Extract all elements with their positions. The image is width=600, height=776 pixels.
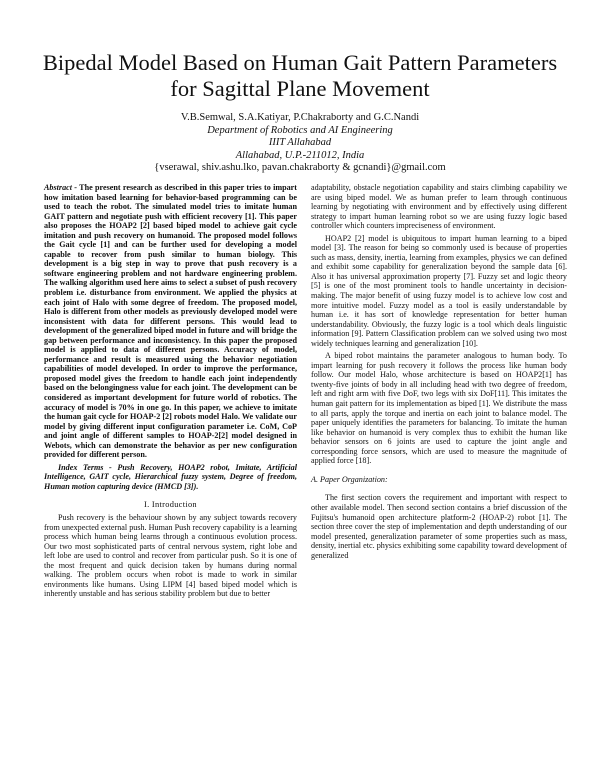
title-line-1: Bipedal Model Based on Human Gait Pattern Parameters — [42, 50, 558, 75]
paper-title — [40, 50, 560, 102]
index-terms — [44, 463, 297, 492]
index-terms-text: Push Recovery, HOAP2 robot, Imitate, Artificial Intelligence, GAIT cycle, Hierarchical fuzzy system, Degree of freedom, Human motion capturing device (HMCD [3]). — [44, 462, 298, 491]
intro-paragraph-1: Push recovery is the behaviour shown by any subject towards recovery from unexpected external push. Human Push recovery capability is a learning process which human being learns through a continuous evolution process. Our two most sophisticated parts of central nervous system, right lobe and left lobe are used to control and recover from particular push. So it is one of the most frequent and quick decision taken by humans during normal walking. The problem occurs when robot is made to work in similar environments like humans. Using LIPM [4] based biped model which is inherently unstable and has serious stability problem but due to better — [44, 513, 297, 599]
right-paragraph-3: A biped robot maintains the parameter analogous to human body. To impart learning for push recovery it follows the process like human body follow. Our model Halo, whose architecture is based on HOAP2[1] has twenty-five joints of body in all including head with two degree of freedom, left and right arm with five DoF, two legs with six DoF[11]. This imitates the human gait pattern for its implementation as biped [1]. We distribute the mass to all parts, apply the torque and inertia on each joint to balance model. The paper uniquely identifies the parameters for balancing. To imitate the human like behavior on humanoid is very complex thus to exhibit the human like behavior sensors on 6 joints are used to capture the joint angle and corresponding force sensors, which are used to measure the magnitude of applied force [18]. — [311, 351, 567, 466]
abstract-lead: Abstract - — [44, 183, 77, 192]
index-terms-lead: Index Terms - — [58, 462, 112, 472]
affiliation-institute: IIIT Allahabad — [268, 137, 332, 148]
section-heading-introduction: I. Introduction — [144, 499, 197, 509]
right-paragraph-1: adaptability, obstacle negotiation capability and stairs climbing capability we are using biped model. We as human prefer to learn through continuous learning by negotiating with environment and by effectively using different strategy to impart human learning robot so we are using fuzzy logic based controller which counters impreciseness of environment. — [311, 183, 567, 231]
right-paragraph-2: HOAP2 [2] model is ubiquitous to impart human learning to a biped model [3]. The reason for being so commonly used is because of properties such as mass, density, inertia, learning from examples, physics we can defined and exhibit some capability for generalization beyond the sample data [6]. Also it has universal approximation property [7]. Fuzzy set and logic theory [5] is one of the most prominent tools to handle uncertainty in decision-making. The major benefit of using fuzzy model is to achieve low cost and more intuitive model. Fuzzy model as a tool is easily understandable by human i.e. it has sort of knowledge representation for better human understandability. Obviously, the fuzzy logic is a tool which deals linguistic information [9]. Pattern Classification problem can we solved using two most widely techniques learning and generalization [10]. — [311, 233, 567, 348]
author-emails: {vserawal, shiv.ashu.lko, pavan.chakraborty & gcnandi}@gmail.com — [154, 162, 446, 173]
affiliation-city: Allahabad, U.P.-211012, India — [235, 149, 365, 161]
abstract-text: The present research as described in this paper tries to impart how imitation based learning for behavior-based programming can be used to teach the robot. The simulated model tries to imitate human GAIT pattern and negotiate push with efficient recovery [1]. This paper also proposes the HOAP2 [2] based biped model to achieve gait cycle imitation and push recovery on humanoid. The proposed model follows the Gait cycle [1] and can be further used for developing a model capable to recover from push similar to human biology. This development is a big step in way to prove that push recovery is a software engineering problem and not hardware engineering problem. The walking algorithm used here aims to select a subset of push recovery problem i.e. disturbance from environment. We applied the physics at each joint of Halo with some degree of freedom. The proposed model, Halo is different from other models as previously developed model were inconsistent with data for different persons. This would lead to development of the generalized biped model in future and will bridge the gap between performance and inconsistency. In this paper the proposed model is applied to data of different persons. Accuracy of model, performance and result is measured using the behavior negotiation capabilities of model developed. In order to improve the performance, proposed model gives the freedom to handle each joint independently based on the belongingness value for each joint. The development can be considered as important development for future world of robotics. The accuracy of model is 70% in one go. In this paper, we achieve to imitate the human gait cycle for HOAP-2 [2] robots model Halo. We validate our model by giving different input configuration parameter i.e. CoM, CoP and joint angle of different samples to HOAP-2[2] model designed in Webots, which can demonstrate the behavior as per new configuration provided for different person. — [44, 183, 297, 460]
right-column — [311, 183, 567, 560]
subsection-heading-paper-organization: A. Paper Organization: — [311, 474, 388, 484]
author-block — [60, 112, 540, 175]
title-line-2: for Sagittal Plane Movement — [170, 76, 430, 101]
abstract — [44, 183, 297, 460]
right-paragraph-4: The first section covers the requirement and important with respect to other available model. Then second section contains a brief discussion of the Fujitsu's humanoid open architecture platform-2 (HOAP-2) robot [1]. The section three cover the step of implementation and depth understanding of our model presented, generalization parameter of some properties such as mass, density, inertial etc. physics exhibiting some capability toward development of generalized — [311, 493, 567, 560]
left-column — [44, 183, 297, 599]
author-names: V.B.Semwal, S.A.Katiyar, P.Chakraborty and G.C.Nandi — [180, 112, 420, 123]
affiliation-department: Department of Robotics and AI Engineering — [207, 124, 393, 136]
